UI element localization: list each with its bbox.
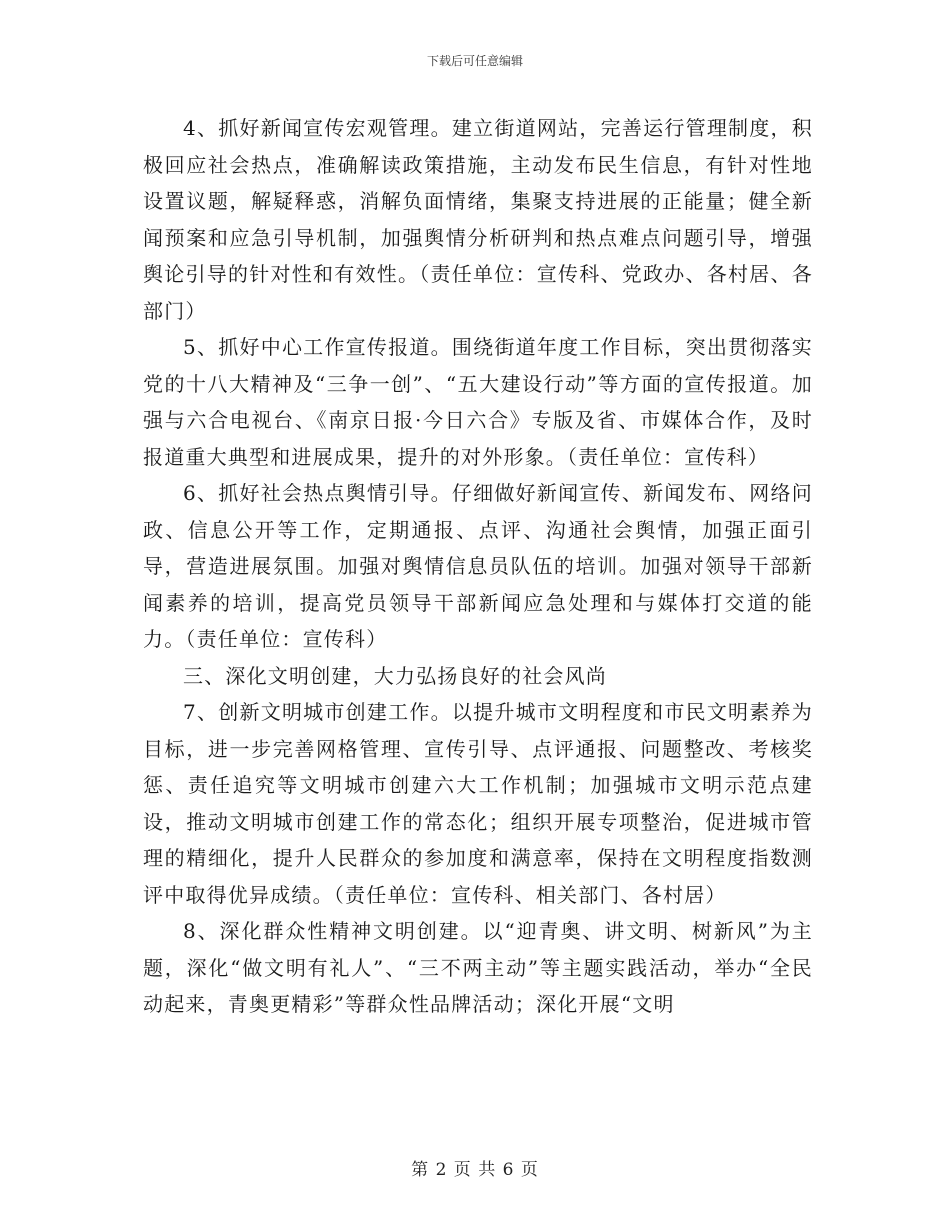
page-header-note: 下载后可任意编辑 [426, 54, 523, 68]
document-body [143, 110, 813, 1023]
paragraph-item-4: 4、抓好新闻宣传宏观管理。建立街道网站，完善运行管理制度，积极回应社会热点，准确解读政策措施，主动发布民生信息，有针对性地设置议题，解疑释惑，消解负面情绪，集聚支持进展的正能量；健全新闻预案和应急引导机制，加强舆情分析研判和热点难点问题引导，增强舆论引导的针对性和有效性。（责任单位：宣传科、党政办、各村居、各部门） [143, 116, 813, 323]
paragraph-item-6: 6、抓好社会热点舆情引导。仔细做好新闻宣传、新闻发布、网络问政、信息公开等工作，定期通报、点评、沟通社会舆情，加强正面引导，营造进展氛围。加强对舆情信息员队伍的培训。加强对领导干部新闻素养的培训，提高党员领导干部新闻应急处理和与媒体打交道的能力。（责任单位：宣传科） [143, 481, 813, 651]
paragraph-item-8: 8、深化群众性精神文明创建。以“迎青奥、讲文明、树新风”为主题，深化“做文明有礼人”、“三不两主动”等主题实践活动，举办“全民动起来，青奥更精彩”等群众性品牌活动；深化开展“文明 [143, 919, 813, 1016]
section-heading-3: 三、深化文明创建，大力弘扬良好的社会风尚 [183, 663, 607, 688]
paragraph-item-5: 5、抓好中心工作宣传报道。围绕街道年度工作目标，突出贯彻落实党的十八大精神及“三争一创”、“五大建设行动”等方面的宣传报道。加强与六合电视台、《南京日报·今日六合》专版及省、市媒体合作，及时报道重大典型和进展成果，提升的对外形象。（责任单位：宣传科） [143, 335, 813, 469]
paragraph-item-7: 7、创新文明城市创建工作。以提升城市文明程度和市民文明素养为目标，进一步完善网格管理、宣传引导、点评通报、问题整改、考核奖惩、责任追究等文明城市创建六大工作机制；加强城市文明示范点建设，推动文明城市创建工作的常态化；组织开展专项整治，促进城市管理的精细化，提升人民群众的参加度和满意率，保持在文明程度指数测评中取得优异成绩。（责任单位：宣传科、相关部门、各村居） [143, 700, 813, 907]
page-number-footer: 第 2 页 共 6 页 [411, 1160, 539, 1180]
